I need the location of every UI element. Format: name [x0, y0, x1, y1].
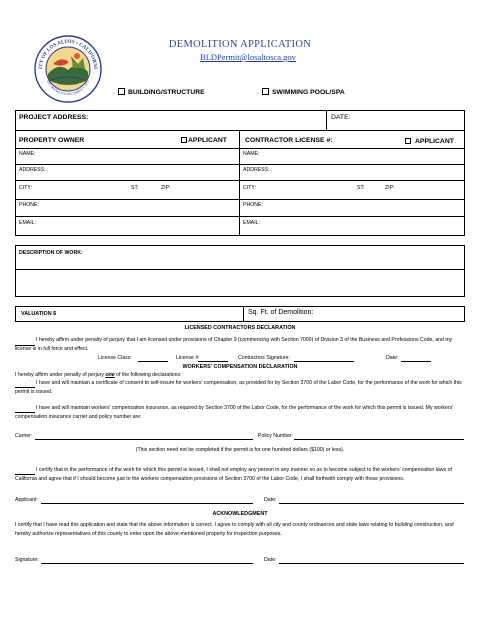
sqft-label: Sq. Ft. of Demolition:: [248, 309, 314, 316]
email-link[interactable]: BLDPermit@losaltosca.gov: [200, 52, 296, 62]
owner-zip-label: ZIP:: [161, 185, 171, 191]
property-owner-label: PROPERTY OWNER: [19, 137, 85, 144]
building-checkbox[interactable]: [118, 88, 125, 95]
divider: [15, 199, 239, 200]
workers-option2: I have and will maintain workers' compensation insurance, as required by Section 3700 of the Labor Code, for the performance of the work for which this permit is issued. My workers' compensation insurance carrier and policy number are:: [15, 405, 454, 420]
divider: [15, 269, 465, 270]
applicant-right-option[interactable]: [405, 138, 454, 145]
date-label: DATE:: [331, 114, 351, 121]
workers-option3: I certify that in the performance of the work for which this permit is issued, I shall not employ any person in any manner so as to become subject to the workers' compensation laws of California and agree that if I should become just to the workers compensation provisions of Section 3700 of the Labor Code, I shall forthwith comply with those provisions.: [15, 467, 452, 482]
license-number-line[interactable]: [198, 361, 228, 362]
workers-option1: I have and will maintain a certificate of consent to self-insure for workers' compensation, as provided for by Section 3700 of the Labor Code, for the performance of the work for which this permit is issued.: [15, 380, 462, 395]
applicant-left-checkbox[interactable]: [181, 137, 187, 143]
licensed-date-label: Date:: [386, 355, 399, 361]
contractor-license-label: CONTRACTOR LICENSE #:: [245, 137, 333, 144]
license-class-line[interactable]: [138, 361, 168, 362]
pool-label: SWIMMING POOL/SPA: [272, 89, 345, 96]
policy-number-line[interactable]: [294, 439, 464, 440]
divider: [15, 164, 239, 165]
divider: [239, 130, 240, 236]
acknowledgment-date-label: Date:: [264, 557, 277, 563]
divider: [15, 148, 465, 149]
applicant-info-box: [15, 110, 465, 236]
divider: [326, 110, 327, 130]
seal-text-top: ITY OF LOS ALTOS • CALIFORNI: [37, 38, 99, 70]
applicant-label: Applicant:: [15, 497, 38, 503]
valuation-label: VALUATION $: [21, 311, 57, 317]
contractor-email-label: EMAIL:: [243, 220, 261, 226]
seal-text-bottom: INCORPORATED DECEMBER 1, 1952: [45, 79, 91, 97]
license-class-label: License Class:: [98, 355, 132, 361]
applicant-signature-line[interactable]: [41, 503, 253, 504]
owner-state-label: ST:: [131, 185, 139, 191]
workers-date-label: Date:: [264, 497, 277, 503]
project-address-label: PROJECT ADDRESS:: [19, 114, 89, 121]
acknowledgment-signature-line[interactable]: [41, 563, 253, 564]
policy-number-label: Policy Number:: [258, 433, 294, 439]
valuation-box: [15, 306, 465, 322]
owner-city-label: CITY:: [19, 185, 32, 191]
owner-email-label: EMAIL:: [19, 220, 37, 226]
workers-intro: I hereby affirm under penalty of perjury one of the following declarations:: [15, 372, 182, 378]
divider: [239, 199, 465, 200]
contractor-city-label: CITY:: [243, 185, 256, 191]
workers-heading: WORKERS' COMPENSATION DECLARATION: [182, 364, 298, 370]
licensed-heading: LICENSED CONTRACTORS DECLARATION: [184, 325, 296, 331]
city-seal-logo: [33, 34, 103, 104]
carrier-line[interactable]: [35, 439, 253, 440]
divider: [239, 164, 465, 165]
acknowledgment-date-line[interactable]: [279, 563, 464, 564]
contractor-signature-line[interactable]: [294, 361, 354, 362]
divider: [15, 180, 239, 181]
contractor-zip-label: ZIP:: [385, 185, 395, 191]
pool-checkbox[interactable]: [262, 88, 269, 95]
carrier-label: Carrier:: [15, 433, 33, 439]
contractor-address-label: ADDRESS:: [243, 167, 270, 173]
divider: [15, 216, 239, 217]
description-label: DESCRIPTION OF WORK:: [19, 250, 83, 256]
divider: [243, 306, 244, 322]
option-building[interactable]: [118, 88, 205, 96]
signature-label: Signature:: [15, 557, 39, 563]
acknowledgment-heading: ACKNOWLEDGMENT: [212, 511, 268, 517]
building-label: BUILDING/STRUCTURE: [128, 89, 205, 96]
divider: [15, 130, 465, 131]
license-number-label: License #:: [176, 355, 200, 361]
page-title: DEMOLITION APPLICATION: [168, 39, 312, 50]
divider: [239, 216, 465, 217]
applicant-left-option[interactable]: [181, 137, 227, 144]
contractor-signature-label: Contractors Signature:: [238, 355, 290, 361]
contractor-name-label: NAME:: [243, 151, 260, 157]
owner-name-label: NAME:: [19, 151, 36, 157]
licensed-text: I hereby affirm under penalty of perjury that I am licensed under provisions of Chapter 9 (commencing with Section 7000) of Division 3 of the Business and Professions Code, and my license is in full force and effect.: [15, 337, 453, 352]
licensed-date-line[interactable]: [401, 361, 431, 362]
divider: [239, 180, 465, 181]
option-pool[interactable]: [262, 88, 345, 96]
contractor-phone-label: PHONE:: [243, 202, 263, 208]
workers-note: (This section need not be completed if the permit is for one hundred dollars ($100) or less).: [135, 447, 345, 453]
acknowledgment-text: I certify that I have read this application and state that the above information is correct. I agree to comply with all city and county ordinances and state laws relating to building construction, and hereby authorize representatives of this county to enter upon the above-mentioned property for inspection purposes.: [15, 522, 454, 537]
applicant-right-checkbox[interactable]: [405, 138, 411, 144]
contractor-state-label: ST:: [357, 185, 365, 191]
applicant-right-label: APPLICANT: [415, 138, 454, 145]
workers-date-line[interactable]: [279, 503, 464, 504]
applicant-left-label: APPLICANT: [188, 137, 227, 144]
owner-phone-label: PHONE:: [19, 202, 39, 208]
owner-address-label: ADDRESS:: [19, 167, 46, 173]
